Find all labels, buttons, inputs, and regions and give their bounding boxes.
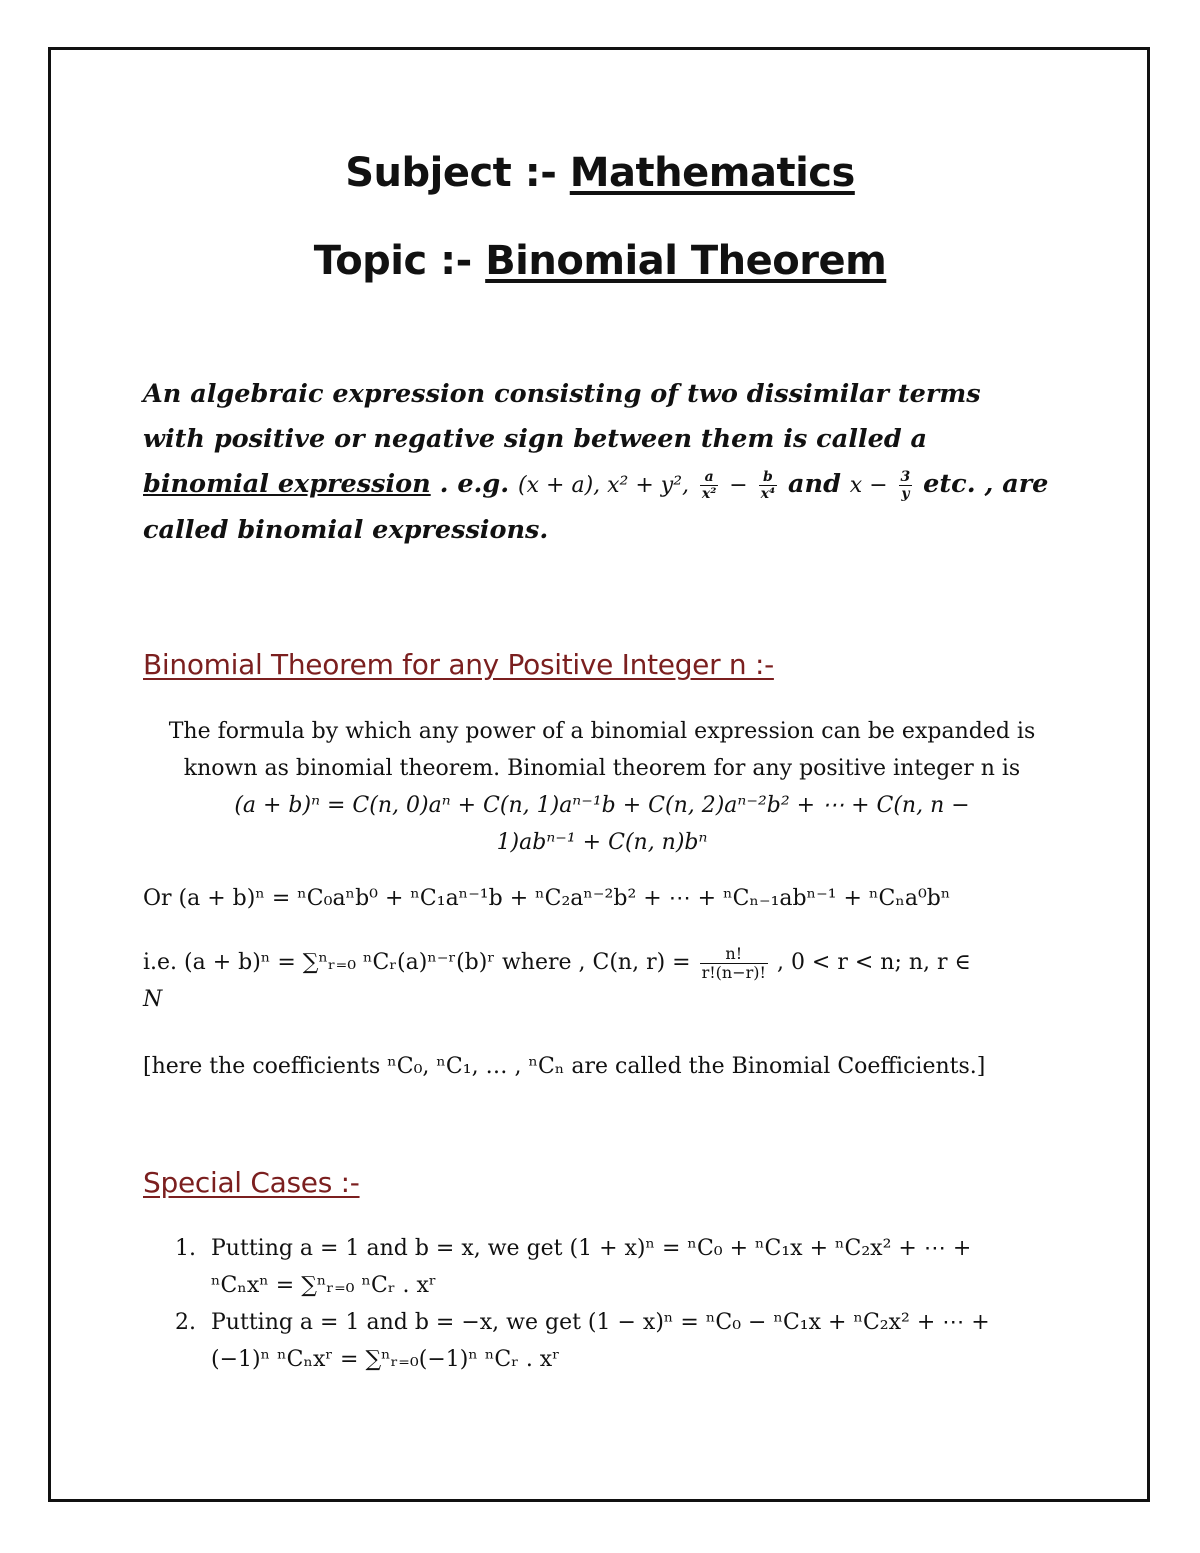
- list-item: [175, 1304, 1065, 1378]
- fraction-b-over-x4: [759, 469, 777, 502]
- case-2-line-2: (−1)ⁿ ⁿCₙxʳ = ∑ⁿᵣ₌₀(−1)ⁿ ⁿCᵣ . xʳ: [211, 1347, 560, 1372]
- list-item-body: [211, 1304, 1065, 1378]
- case-2-line-1: Putting a = 1 and b = −x, we get (1 − x)ⁿ = ⁿC₀ − ⁿC₁x + ⁿC₂x² + ⋯ +: [211, 1310, 990, 1335]
- subject-value: Mathematics: [569, 150, 855, 196]
- fraction-numerator: a: [700, 469, 718, 486]
- formula-expansion-line-1: (a + b)ⁿ = C(n, 0)aⁿ + C(n, 1)aⁿ⁻¹b + C(n, 2)aⁿ⁻²b² + ⋯ + C(n, n −: [234, 793, 970, 818]
- eg-label: . e.g.: [439, 469, 510, 499]
- ie-formula-line-1: [143, 940, 1061, 985]
- fraction-denominator: r!(n−r)!: [701, 962, 766, 982]
- formula-expansion-line-2: 1)abⁿ⁻¹ + C(n, n)bⁿ: [496, 830, 708, 855]
- fraction-numerator: b: [759, 469, 777, 486]
- formula-line-2: known as binomial theorem. Binomial theorem for any positive integer n is: [183, 756, 1021, 781]
- intro-line-2: with positive or negative sign between them is called a: [143, 424, 928, 454]
- topic-value: Binomial Theorem: [485, 238, 887, 284]
- fraction-numerator: n!: [700, 945, 768, 964]
- binomial-expression-term: binomial expression: [143, 469, 431, 499]
- ie-formula-pre: i.e. (a + b)ⁿ = ∑ⁿᵣ₌₀ ⁿCᵣ(a)ⁿ⁻ʳ(b)ʳ where , C(n, r) =: [143, 950, 691, 975]
- list-item: [175, 1230, 1065, 1304]
- formula-line-1: The formula by which any power of a binomial expression can be expanded is: [168, 719, 1036, 744]
- ie-formula: [143, 940, 1061, 1015]
- fraction-numerator: 3: [900, 468, 911, 485]
- topic-label: Topic :-: [313, 238, 472, 284]
- topic-title: [0, 238, 1200, 284]
- fraction-a-over-x2: [700, 469, 718, 502]
- intro-paragraph: [143, 372, 1073, 553]
- fraction-3-over-y: [899, 469, 913, 502]
- case-1-line-2: ⁿCₙxⁿ = ∑ⁿᵣ₌₀ ⁿCᵣ . xʳ: [211, 1273, 437, 1298]
- list-item-body: [211, 1230, 1065, 1304]
- intro-tail: etc. , are: [923, 469, 1049, 499]
- list-item-number: 1.: [175, 1236, 196, 1261]
- subject-label: Subject :-: [345, 150, 557, 196]
- minus-sign: −: [729, 473, 748, 498]
- list-item-number: 2.: [175, 1310, 196, 1335]
- special-cases-list: [175, 1230, 1065, 1378]
- special-cases-heading: Special Cases :-: [143, 1166, 360, 1199]
- example-1: (x + a), x² + y²,: [518, 473, 690, 498]
- example-3-prefix: x −: [849, 473, 888, 498]
- fraction-n-factorial: [700, 945, 768, 982]
- ie-formula-line-2: N: [143, 987, 163, 1012]
- fraction-denominator: x²: [701, 485, 717, 502]
- intro-line-4: called binomial expressions.: [143, 515, 549, 545]
- binomial-coefficients-note: [here the coefficients ⁿC₀, ⁿC₁, … , ⁿCₙ are called the Binomial Coefficients.]: [143, 1054, 986, 1079]
- fraction-denominator: x⁴: [760, 485, 776, 502]
- and-word: and: [788, 469, 841, 499]
- theorem-heading: Binomial Theorem for any Positive Integer n :-: [143, 648, 774, 681]
- or-formula-line: Or (a + b)ⁿ = ⁿC₀aⁿb⁰ + ⁿC₁aⁿ⁻¹b + ⁿC₂aⁿ⁻²b² + ⋯ + ⁿCₙ₋₁abⁿ⁻¹ + ⁿCₙa⁰bⁿ: [143, 886, 951, 911]
- case-1-line-1: Putting a = 1 and b = x, we get (1 + x)ⁿ = ⁿC₀ + ⁿC₁x + ⁿC₂x² + ⋯ +: [211, 1236, 972, 1261]
- subject-title: [0, 150, 1200, 196]
- formula-paragraph: [143, 713, 1061, 861]
- ie-formula-post: , 0 < r < n; n, r ∈: [776, 950, 971, 975]
- intro-line-3: [143, 462, 1073, 508]
- intro-line-1: An algebraic expression consisting of two dissimilar terms: [143, 379, 981, 409]
- fraction-denominator: y: [901, 485, 910, 502]
